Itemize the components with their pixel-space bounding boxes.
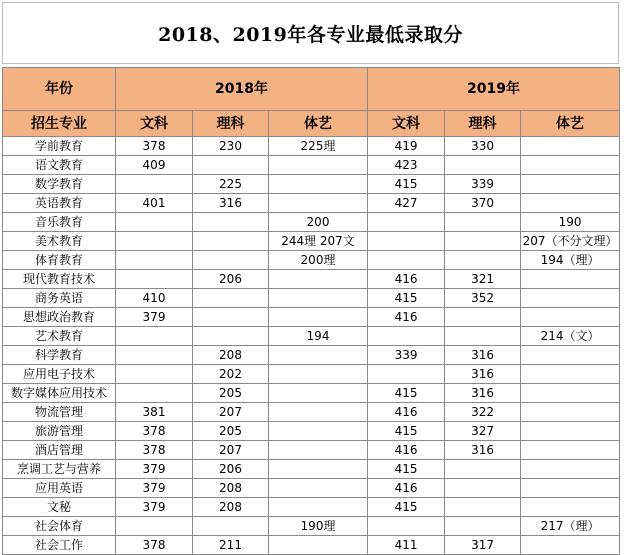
score-cell <box>269 498 368 517</box>
score-cell <box>269 441 368 460</box>
score-cell <box>445 327 521 346</box>
score-cell: 415 <box>368 175 445 194</box>
score-cell <box>521 365 620 384</box>
major-cell: 旅游管理 <box>3 422 116 441</box>
score-cell: 190理 <box>269 517 368 536</box>
score-cell: 206 <box>193 270 269 289</box>
score-cell <box>521 384 620 403</box>
score-cell: 207（不分文理） <box>521 232 620 251</box>
score-cell: 381 <box>116 403 193 422</box>
score-cell <box>193 327 269 346</box>
score-cell: 208 <box>193 346 269 365</box>
table-row <box>3 479 620 498</box>
score-cell: 416 <box>368 441 445 460</box>
major-cell: 现代教育技术 <box>3 270 116 289</box>
major-cell: 科学教育 <box>3 346 116 365</box>
score-cell: 205 <box>193 422 269 441</box>
score-cell: 225 <box>193 175 269 194</box>
table-row <box>3 175 620 194</box>
score-cell: 411 <box>368 536 445 555</box>
score-cell: 370 <box>445 194 521 213</box>
score-cell: 379 <box>116 479 193 498</box>
score-cell <box>521 403 620 422</box>
col-header: 文科 <box>368 111 445 137</box>
score-cell: 194（理） <box>521 251 620 270</box>
score-cell <box>368 327 445 346</box>
title-bar <box>2 2 619 64</box>
score-cell: 427 <box>368 194 445 213</box>
col-header: 体艺 <box>269 111 368 137</box>
score-cell: 317 <box>445 536 521 555</box>
score-cell: 205 <box>193 384 269 403</box>
score-table <box>2 67 620 555</box>
score-cell <box>521 194 620 213</box>
table-row <box>3 156 620 175</box>
page-title: 2018、2019年各专业最低录取分 <box>158 23 463 46</box>
table-row <box>3 422 620 441</box>
score-cell: 339 <box>368 346 445 365</box>
score-cell <box>368 213 445 232</box>
score-cell <box>116 384 193 403</box>
score-cell <box>521 346 620 365</box>
score-cell: 410 <box>116 289 193 308</box>
score-cell <box>193 517 269 536</box>
score-cell: 339 <box>445 175 521 194</box>
major-cell: 酒店管理 <box>3 441 116 460</box>
score-cell <box>269 403 368 422</box>
score-cell <box>368 251 445 270</box>
score-cell <box>269 270 368 289</box>
score-cell: 321 <box>445 270 521 289</box>
table-row <box>3 270 620 289</box>
table-row <box>3 517 620 536</box>
major-cell: 英语教育 <box>3 194 116 213</box>
score-cell: 379 <box>116 498 193 517</box>
score-cell <box>445 213 521 232</box>
score-cell: 200理 <box>269 251 368 270</box>
major-cell: 社会工作 <box>3 536 116 555</box>
score-cell <box>116 232 193 251</box>
table-row <box>3 365 620 384</box>
score-cell: 202 <box>193 365 269 384</box>
score-cell <box>269 308 368 327</box>
score-cell <box>193 232 269 251</box>
score-cell <box>521 308 620 327</box>
score-cell <box>521 536 620 555</box>
col-header: 理科 <box>193 111 269 137</box>
table-row <box>3 460 620 479</box>
score-cell: 200 <box>269 213 368 232</box>
table-row <box>3 384 620 403</box>
score-cell: 415 <box>368 498 445 517</box>
score-cell <box>193 213 269 232</box>
major-cell: 音乐教育 <box>3 213 116 232</box>
score-cell: 416 <box>368 308 445 327</box>
table-row <box>3 308 620 327</box>
score-cell <box>193 251 269 270</box>
score-cell <box>445 156 521 175</box>
score-cell <box>193 156 269 175</box>
score-cell: 330 <box>445 137 521 156</box>
table-row <box>3 403 620 422</box>
score-cell: 208 <box>193 479 269 498</box>
score-cell <box>269 536 368 555</box>
score-cell <box>521 479 620 498</box>
score-cell: 316 <box>445 441 521 460</box>
score-cell: 415 <box>368 460 445 479</box>
major-cell: 应用英语 <box>3 479 116 498</box>
score-cell <box>269 384 368 403</box>
score-cell: 416 <box>368 270 445 289</box>
major-cell: 美术教育 <box>3 232 116 251</box>
score-cell: 316 <box>193 194 269 213</box>
score-cell: 378 <box>116 422 193 441</box>
score-cell: 316 <box>445 384 521 403</box>
score-cell: 190 <box>521 213 620 232</box>
score-cell <box>521 270 620 289</box>
score-cell <box>269 289 368 308</box>
score-cell <box>445 308 521 327</box>
score-cell <box>445 232 521 251</box>
score-cell: 415 <box>368 384 445 403</box>
score-cell <box>116 213 193 232</box>
score-cell: 194 <box>269 327 368 346</box>
score-cell <box>193 289 269 308</box>
score-cell: 423 <box>368 156 445 175</box>
major-cell: 艺术教育 <box>3 327 116 346</box>
score-cell: 378 <box>116 441 193 460</box>
score-cell: 244理 207文 <box>269 232 368 251</box>
score-cell <box>269 479 368 498</box>
major-cell: 物流管理 <box>3 403 116 422</box>
score-cell <box>116 365 193 384</box>
score-cell <box>269 175 368 194</box>
major-cell: 体育教育 <box>3 251 116 270</box>
major-label: 招生专业 <box>3 111 116 137</box>
score-cell: 415 <box>368 289 445 308</box>
major-cell: 学前教育 <box>3 137 116 156</box>
table-row <box>3 232 620 251</box>
major-cell: 语文教育 <box>3 156 116 175</box>
score-cell <box>116 175 193 194</box>
year-2019-header: 2019年 <box>368 68 620 111</box>
score-cell <box>368 365 445 384</box>
score-cell <box>269 365 368 384</box>
table-row <box>3 194 620 213</box>
score-cell: 322 <box>445 403 521 422</box>
table-row <box>3 137 620 156</box>
score-cell: 379 <box>116 308 193 327</box>
score-cell <box>116 346 193 365</box>
major-cell: 文秘 <box>3 498 116 517</box>
score-cell <box>445 251 521 270</box>
score-cell: 214（文） <box>521 327 620 346</box>
score-cell <box>445 517 521 536</box>
year-label: 年份 <box>3 68 116 111</box>
score-cell <box>521 289 620 308</box>
table-row <box>3 498 620 517</box>
table-row <box>3 346 620 365</box>
score-cell: 208 <box>193 498 269 517</box>
score-cell: 230 <box>193 137 269 156</box>
score-cell <box>445 460 521 479</box>
col-header: 体艺 <box>521 111 620 137</box>
score-cell <box>521 156 620 175</box>
score-cell <box>269 156 368 175</box>
score-cell <box>116 327 193 346</box>
table-body <box>3 137 620 555</box>
score-cell <box>521 175 620 194</box>
score-cell <box>521 137 620 156</box>
score-cell: 419 <box>368 137 445 156</box>
score-cell: 416 <box>368 479 445 498</box>
score-cell <box>269 460 368 479</box>
header-row-subjects <box>3 111 620 137</box>
score-cell <box>193 308 269 327</box>
col-header: 理科 <box>445 111 521 137</box>
score-cell: 211 <box>193 536 269 555</box>
score-cell <box>269 194 368 213</box>
score-cell <box>521 441 620 460</box>
col-header: 文科 <box>116 111 193 137</box>
score-cell: 206 <box>193 460 269 479</box>
major-cell: 商务英语 <box>3 289 116 308</box>
score-cell <box>445 498 521 517</box>
table-row <box>3 289 620 308</box>
score-cell: 415 <box>368 422 445 441</box>
score-cell: 416 <box>368 403 445 422</box>
score-cell: 217（理） <box>521 517 620 536</box>
score-cell <box>116 517 193 536</box>
score-cell <box>521 422 620 441</box>
score-cell <box>116 251 193 270</box>
table-row <box>3 441 620 460</box>
score-cell: 316 <box>445 365 521 384</box>
score-cell <box>368 517 445 536</box>
major-cell: 思想政治教育 <box>3 308 116 327</box>
score-cell: 352 <box>445 289 521 308</box>
major-cell: 应用电子技术 <box>3 365 116 384</box>
score-cell <box>269 422 368 441</box>
table-row <box>3 536 620 555</box>
major-cell: 数学教育 <box>3 175 116 194</box>
score-cell: 379 <box>116 460 193 479</box>
score-cell: 401 <box>116 194 193 213</box>
score-cell: 225理 <box>269 137 368 156</box>
score-cell: 378 <box>116 137 193 156</box>
score-cell <box>521 460 620 479</box>
score-cell: 409 <box>116 156 193 175</box>
score-cell: 207 <box>193 403 269 422</box>
score-cell <box>521 498 620 517</box>
year-2018-header: 2018年 <box>116 68 368 111</box>
score-cell: 316 <box>445 346 521 365</box>
score-cell <box>445 479 521 498</box>
score-cell <box>368 232 445 251</box>
major-cell: 数字媒体应用技术 <box>3 384 116 403</box>
score-cell: 207 <box>193 441 269 460</box>
major-cell: 烹调工艺与营养 <box>3 460 116 479</box>
score-cell: 327 <box>445 422 521 441</box>
score-cell: 378 <box>116 536 193 555</box>
table-row <box>3 327 620 346</box>
table-row <box>3 251 620 270</box>
header-row-years <box>3 68 620 111</box>
major-cell: 社会体育 <box>3 517 116 536</box>
table-row <box>3 213 620 232</box>
score-cell <box>116 270 193 289</box>
score-cell <box>269 346 368 365</box>
